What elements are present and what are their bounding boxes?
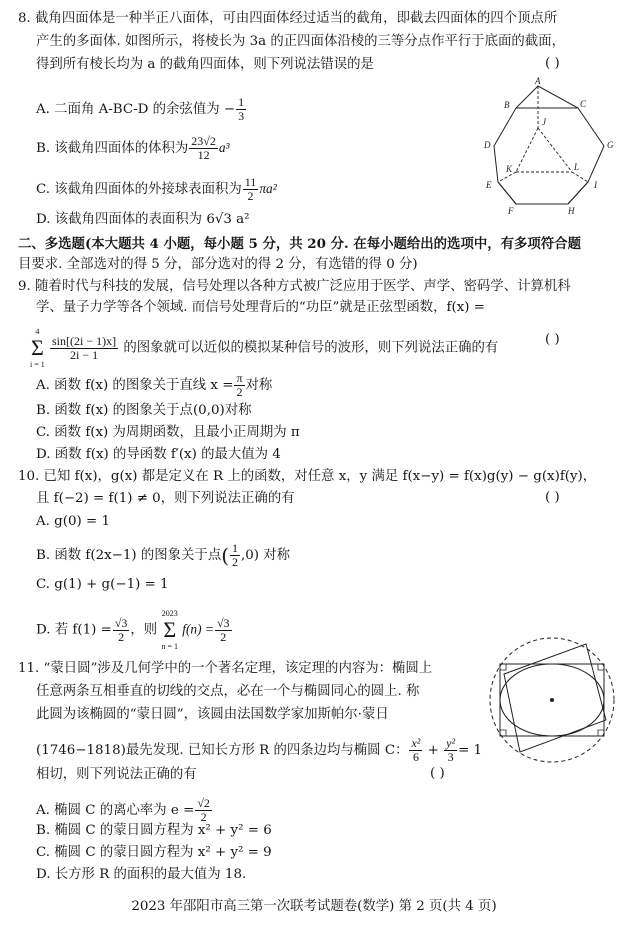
left-paren-icon: ( bbox=[221, 543, 230, 568]
q10-option-d-frac2 bbox=[215, 617, 232, 644]
fig-label-a: A bbox=[535, 76, 541, 86]
q9-sum-frac bbox=[50, 335, 118, 362]
q11-stem-line2: 任意两条互相垂直的切线的交点，必在一个与椭圆同心的圆上. 称 bbox=[36, 684, 420, 699]
q10-sum-body: f(n) = bbox=[182, 621, 214, 637]
fig-label-f: F bbox=[508, 206, 514, 216]
q8-stem-line3: 得到所有棱长均为 a 的截角四面体，则下列说法错误的是 bbox=[36, 57, 374, 72]
q11-option-a-frac bbox=[195, 797, 212, 824]
q9-option-a-post: 对称 bbox=[245, 378, 273, 393]
frac-numerator: y² bbox=[446, 736, 456, 750]
outline-polygon bbox=[494, 86, 604, 204]
q11-stem-line4: (1746−1818)最先发现. 已知长方形 R 的四条边均与椭圆 C： $\frac{\text{x²}}{6}$ + $\frac{\text{y²}}{3}$ = 1 bbox=[36, 736, 483, 764]
frac-denominator: 2 bbox=[118, 629, 125, 644]
hidden-edge-li bbox=[572, 172, 588, 182]
q11-stem-line1: 11. “蒙日圆”涉及几何学中的一个著名定理，该定理的内容为：椭圆上 bbox=[18, 661, 433, 676]
q9-option-a-frac bbox=[234, 372, 244, 399]
sum-upper-limit: 2023 bbox=[161, 609, 178, 618]
fig-label-d: D bbox=[484, 140, 491, 150]
monge-circle-figure bbox=[488, 634, 618, 766]
q11-answer-paren: ( ) bbox=[430, 766, 445, 781]
q10-stem-line2: 且 f(−2) = f(1) ≠ 0，则下列说法正确的有 bbox=[36, 491, 295, 506]
q11-stem-line4-text: (1746−1818)最先发现. 已知长方形 R 的四条边均与椭圆 C： bbox=[36, 743, 409, 758]
hidden-edge-jl bbox=[538, 128, 572, 172]
q10-option-b bbox=[36, 542, 290, 569]
q9-option-a bbox=[36, 372, 272, 399]
frac-denominator: 3 bbox=[447, 750, 454, 764]
q11-option-a-text: A. 椭圆 C 的离心率为 e = bbox=[36, 803, 195, 818]
q11-stem-line3: 此圆为该椭圆的“蒙日圆”，该圆由法国数学家加斯帕尔·蒙日 bbox=[36, 707, 389, 722]
q8-option-c-frac bbox=[243, 176, 259, 203]
q11-eq-rhs: = 1 bbox=[458, 743, 483, 758]
fig-label-c: C bbox=[580, 99, 587, 109]
q11-eq-y-frac bbox=[444, 737, 457, 764]
q11-option-a bbox=[36, 797, 213, 824]
fig-label-j: J bbox=[542, 117, 546, 127]
frac-numerator: √3 bbox=[216, 615, 230, 630]
q11-option-b: B. 椭圆 C 的蒙日圆方程为 x² + y² = 6 bbox=[36, 823, 272, 838]
q8-option-c-text: C. 该截角四面体的外接球表面积为 bbox=[36, 182, 242, 197]
q10-stem-line1: 10. 已知 f(x)，g(x) 都是定义在 R 上的函数，对任意 x，y 满足 f(x−y) = f(x)g(y) − g(x)f(y)， bbox=[18, 469, 597, 484]
q8-option-b bbox=[36, 135, 230, 162]
frac-denominator: 3 bbox=[238, 109, 245, 123]
q9-summation bbox=[30, 326, 45, 370]
q9-stem-line3-text: 的图象就可以近似的模拟某种信号的波形，则下列说法正确的有 bbox=[123, 340, 499, 356]
frac-numerator: √3 bbox=[114, 615, 128, 630]
sum-upper-limit: 4 bbox=[35, 327, 40, 336]
frac-numerator: π bbox=[236, 371, 243, 385]
q10-option-d-frac1 bbox=[113, 617, 130, 644]
q9-option-c: C. 函数 f(x) 为周期函数，且最小正周期为 π bbox=[36, 425, 300, 440]
q9-option-d: D. 函数 f(x) 的导函数 f′(x) 的最大值为 4 bbox=[36, 447, 281, 462]
frac-numerator: 1 bbox=[238, 95, 245, 109]
q10-option-d bbox=[36, 608, 233, 652]
q11-option-d: D. 长方形 R 的面积的最大值为 18. bbox=[36, 867, 247, 882]
q11-eq-x-frac bbox=[409, 737, 422, 764]
edge-ih bbox=[568, 182, 588, 204]
hidden-edge-jk bbox=[516, 128, 538, 172]
q11-option-c: C. 椭圆 C 的蒙日圆方程为 x² + y² = 9 bbox=[36, 845, 272, 860]
sum-lower-limit: n = 1 bbox=[161, 642, 178, 651]
q10-option-a: A. g(0) = 1 bbox=[36, 514, 110, 529]
frac-numerator: 11 bbox=[244, 175, 257, 189]
sigma-icon: Σ bbox=[163, 617, 177, 642]
q8-option-c bbox=[36, 176, 277, 203]
frac-denominator: 2 bbox=[236, 385, 243, 399]
sum-lower-limit: i = 1 bbox=[30, 360, 45, 369]
q8-option-c-post: πa² bbox=[259, 181, 277, 196]
truncated-tetrahedron-figure bbox=[468, 76, 618, 216]
page-footer: 2023 年邵阳市高三第一次联考试题卷(数学) 第 2 页(共 4 页) bbox=[131, 899, 497, 914]
q8-stem-line1: 8. 截角四面体是一种半正八面体，可由四面体经过适当的截角，即截去四面体的四个顶点所 bbox=[18, 11, 558, 26]
frac-numerator: 23√2 bbox=[191, 134, 216, 148]
q10-option-c: C. g(1) + g(−1) = 1 bbox=[36, 577, 169, 592]
frac-denominator: 6 bbox=[412, 750, 419, 764]
q10-option-d-mid: ，则 bbox=[130, 622, 158, 638]
fig-label-g: G bbox=[607, 140, 614, 150]
frac-denominator: 2 bbox=[247, 189, 254, 203]
fig-label-i: I bbox=[594, 180, 597, 190]
q10-option-b-text: B. 函数 f(2x−1) 的图象关于点 bbox=[36, 548, 222, 563]
fig-label-k: K bbox=[506, 164, 513, 174]
frac-numerator: 1 bbox=[232, 541, 239, 555]
frac-numerator: x² bbox=[411, 736, 421, 750]
fig-label-b: B bbox=[504, 100, 510, 110]
edge-ef bbox=[498, 182, 516, 204]
q8-option-b-frac bbox=[189, 135, 218, 162]
sigma-icon: Σ bbox=[30, 335, 44, 360]
section2-header-line1 bbox=[18, 235, 581, 254]
fig-label-h: H bbox=[568, 206, 575, 216]
q10-option-b-frac bbox=[230, 542, 240, 569]
q8-option-b-post: a³ bbox=[218, 140, 230, 155]
q8-option-b-text: B. 该截角四面体的体积为 bbox=[36, 141, 189, 156]
q8-stem-line2: 产生的多面体. 如图所示，将棱长为 3a 的正四面体沿棱的三等分点作平行于底面的截面， bbox=[36, 34, 565, 49]
frac-denominator: 2i − 1 bbox=[69, 347, 99, 362]
center-point bbox=[550, 698, 554, 702]
q9-stem-line1: 9. 随着时代与科技的发展，信号处理以各种方式被广泛应用于医学、声学、密码学、计算机科 bbox=[18, 279, 571, 294]
frac-numerator: √2 bbox=[197, 796, 210, 810]
q10-option-b-post: ,0) 对称 bbox=[241, 548, 291, 563]
q8-option-a bbox=[36, 96, 247, 123]
q9-option-a-text: A. 函数 f(x) 的图象关于直线 x = bbox=[36, 378, 234, 393]
q11-stem-line5: 相切，则下列说法正确的有 bbox=[36, 767, 197, 782]
frac-denominator: 12 bbox=[197, 148, 210, 162]
frac-denominator: 2 bbox=[200, 810, 207, 824]
q9-answer-paren: ( ) bbox=[545, 332, 560, 347]
frac-denominator: 2 bbox=[220, 629, 227, 644]
q10-answer-paren: ( ) bbox=[545, 490, 560, 505]
q8-option-a-text: A. 二面角 A-BC-D 的余弦值为 − bbox=[36, 102, 236, 117]
q8-option-a-frac bbox=[236, 96, 246, 123]
q10-option-d-text: D. 若 f(1) = bbox=[36, 622, 112, 638]
q8-answer-paren: ( ) bbox=[545, 56, 560, 71]
frac-denominator: 2 bbox=[232, 555, 239, 569]
fig-label-e: E bbox=[486, 180, 492, 190]
q9-option-b: B. 函数 f(x) 的图象关于点(0,0)对称 bbox=[36, 403, 252, 418]
frac-numerator: sin[(2i − 1)x] bbox=[52, 333, 117, 348]
section2-header-text: 二、多选题(本大题共 4 小题，每小题 5 分，共 20 分. 在每小题给出的选项中，有多项符合题 bbox=[18, 236, 581, 252]
q9-stem-line2: 学、量子力学等各个领域. 而信号处理背后的“功臣”就是正弦型函数，f(x) = bbox=[36, 300, 485, 315]
q10-summation bbox=[161, 608, 178, 652]
section2-header-line2: 目要求. 全部选对的得 5 分，部分选对的得 2 分，有选错的得 0 分) bbox=[18, 257, 418, 272]
fig-label-l: L bbox=[574, 162, 580, 172]
q8-option-d: D. 该截角四面体的表面积为 6√3 a² bbox=[36, 212, 250, 227]
q9-stem-line3 bbox=[30, 326, 498, 370]
